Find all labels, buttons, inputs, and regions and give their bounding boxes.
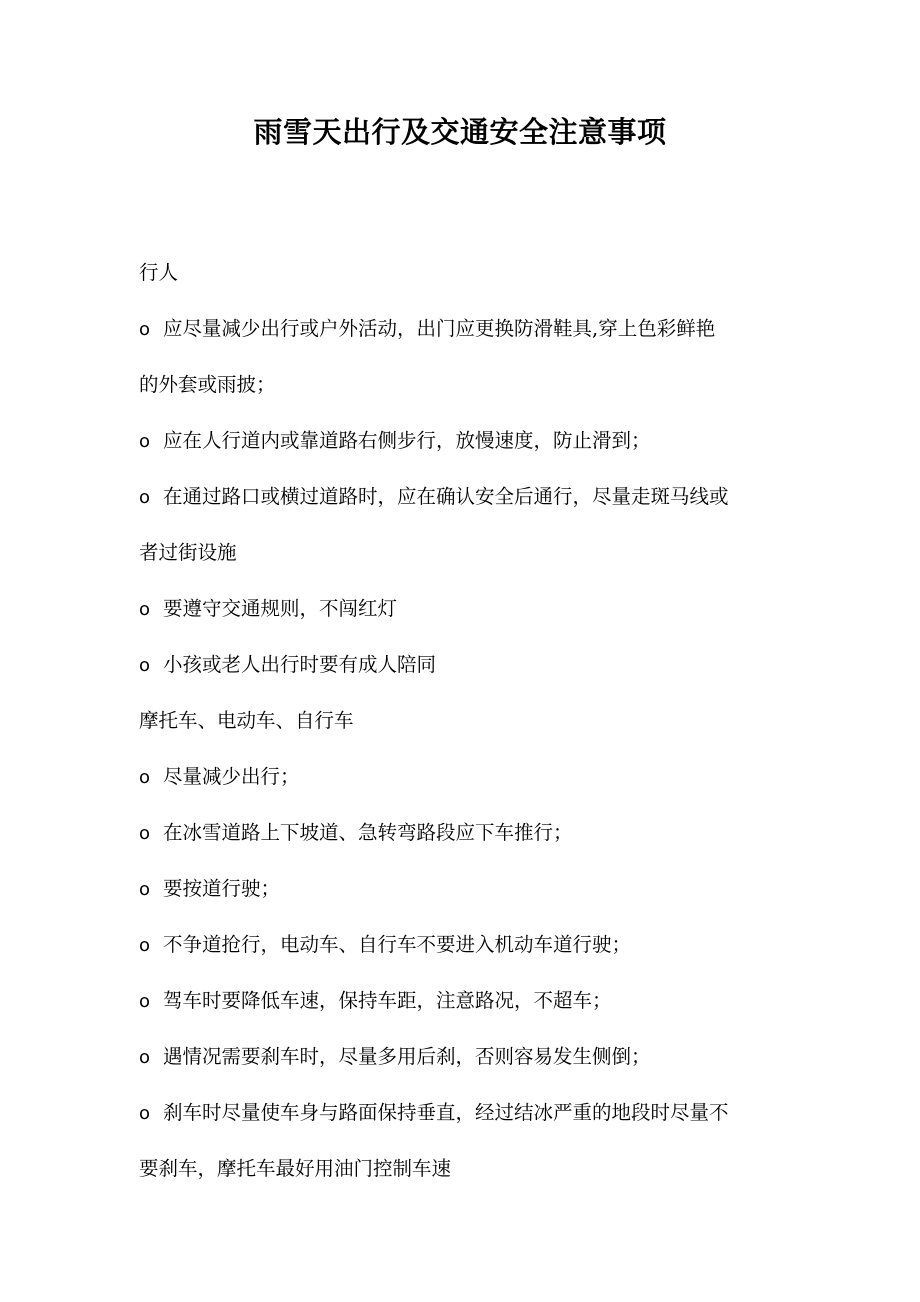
bullet-item bbox=[139, 581, 799, 637]
document-body bbox=[139, 245, 799, 1197]
bullet-marker: o bbox=[139, 991, 151, 1012]
document-title: 雨雪天出行及交通安全注意事项 bbox=[253, 115, 667, 149]
bullet-marker: o bbox=[139, 431, 151, 452]
bullet-item bbox=[139, 637, 799, 693]
bullet-text: 在通过路口或横过道路时，应在确认安全后通行，尽量走斑马线或 bbox=[163, 485, 729, 508]
bullet-text: 要按道行驶； bbox=[163, 877, 281, 900]
bullet-text: 在冰雪道路上下坡道、急转弯路段应下车推行； bbox=[163, 821, 573, 844]
bullet-item bbox=[139, 1085, 799, 1141]
bullet-text: 尽量减少出行； bbox=[163, 765, 300, 788]
bullet-marker: o bbox=[139, 879, 151, 900]
bullet-text: 不争道抢行，电动车、自行车不要进入机动车道行驶； bbox=[163, 933, 632, 956]
bullet-marker: o bbox=[139, 319, 151, 340]
bullet-marker: o bbox=[139, 1047, 151, 1068]
section-heading: 摩托车、电动车、自行车 bbox=[139, 709, 354, 732]
bullet-marker: o bbox=[139, 823, 151, 844]
bullet-item bbox=[139, 413, 799, 469]
bullet-marker: o bbox=[139, 655, 151, 676]
bullet-item bbox=[139, 973, 799, 1029]
bullet-item bbox=[139, 1029, 799, 1085]
bullet-item bbox=[139, 469, 799, 525]
bullet-text: 遇情况需要刹车时，尽量多用后刹，否则容易发生侧倒； bbox=[163, 1045, 651, 1068]
bullet-text: 小孩或老人出行时要有成人陪同 bbox=[163, 653, 437, 676]
section-heading: 行人 bbox=[139, 261, 179, 284]
bullet-marker: o bbox=[139, 487, 151, 508]
bullet-text: 应尽量减少出行或户外活动，出门应更换防滑鞋具,穿上色彩鲜艳 bbox=[163, 317, 716, 340]
bullet-text: 要遵守交通规则，不闯红灯 bbox=[163, 597, 398, 620]
continuation-line: 要刹车，摩托车最好用油门控制车速 bbox=[139, 1157, 452, 1180]
bullet-text: 刹车时尽量使车身与路面保持垂直，经过结冰严重的地段时尽量不 bbox=[163, 1101, 729, 1124]
bullet-item bbox=[139, 301, 799, 357]
continuation-line: 的外套或雨披； bbox=[139, 373, 276, 396]
bullet-item bbox=[139, 749, 799, 805]
bullet-marker: o bbox=[139, 935, 151, 956]
bullet-text: 应在人行道内或靠道路右侧步行，放慢速度，防止滑到； bbox=[163, 429, 651, 452]
bullet-item bbox=[139, 861, 799, 917]
bullet-marker: o bbox=[139, 1103, 151, 1124]
bullet-marker: o bbox=[139, 767, 151, 788]
continuation-line: 者过街设施 bbox=[139, 541, 237, 564]
bullet-item bbox=[139, 805, 799, 861]
bullet-text: 驾车时要降低车速，保持车距，注意路况，不超车； bbox=[163, 989, 612, 1012]
bullet-item bbox=[139, 917, 799, 973]
bullet-marker: o bbox=[139, 599, 151, 620]
